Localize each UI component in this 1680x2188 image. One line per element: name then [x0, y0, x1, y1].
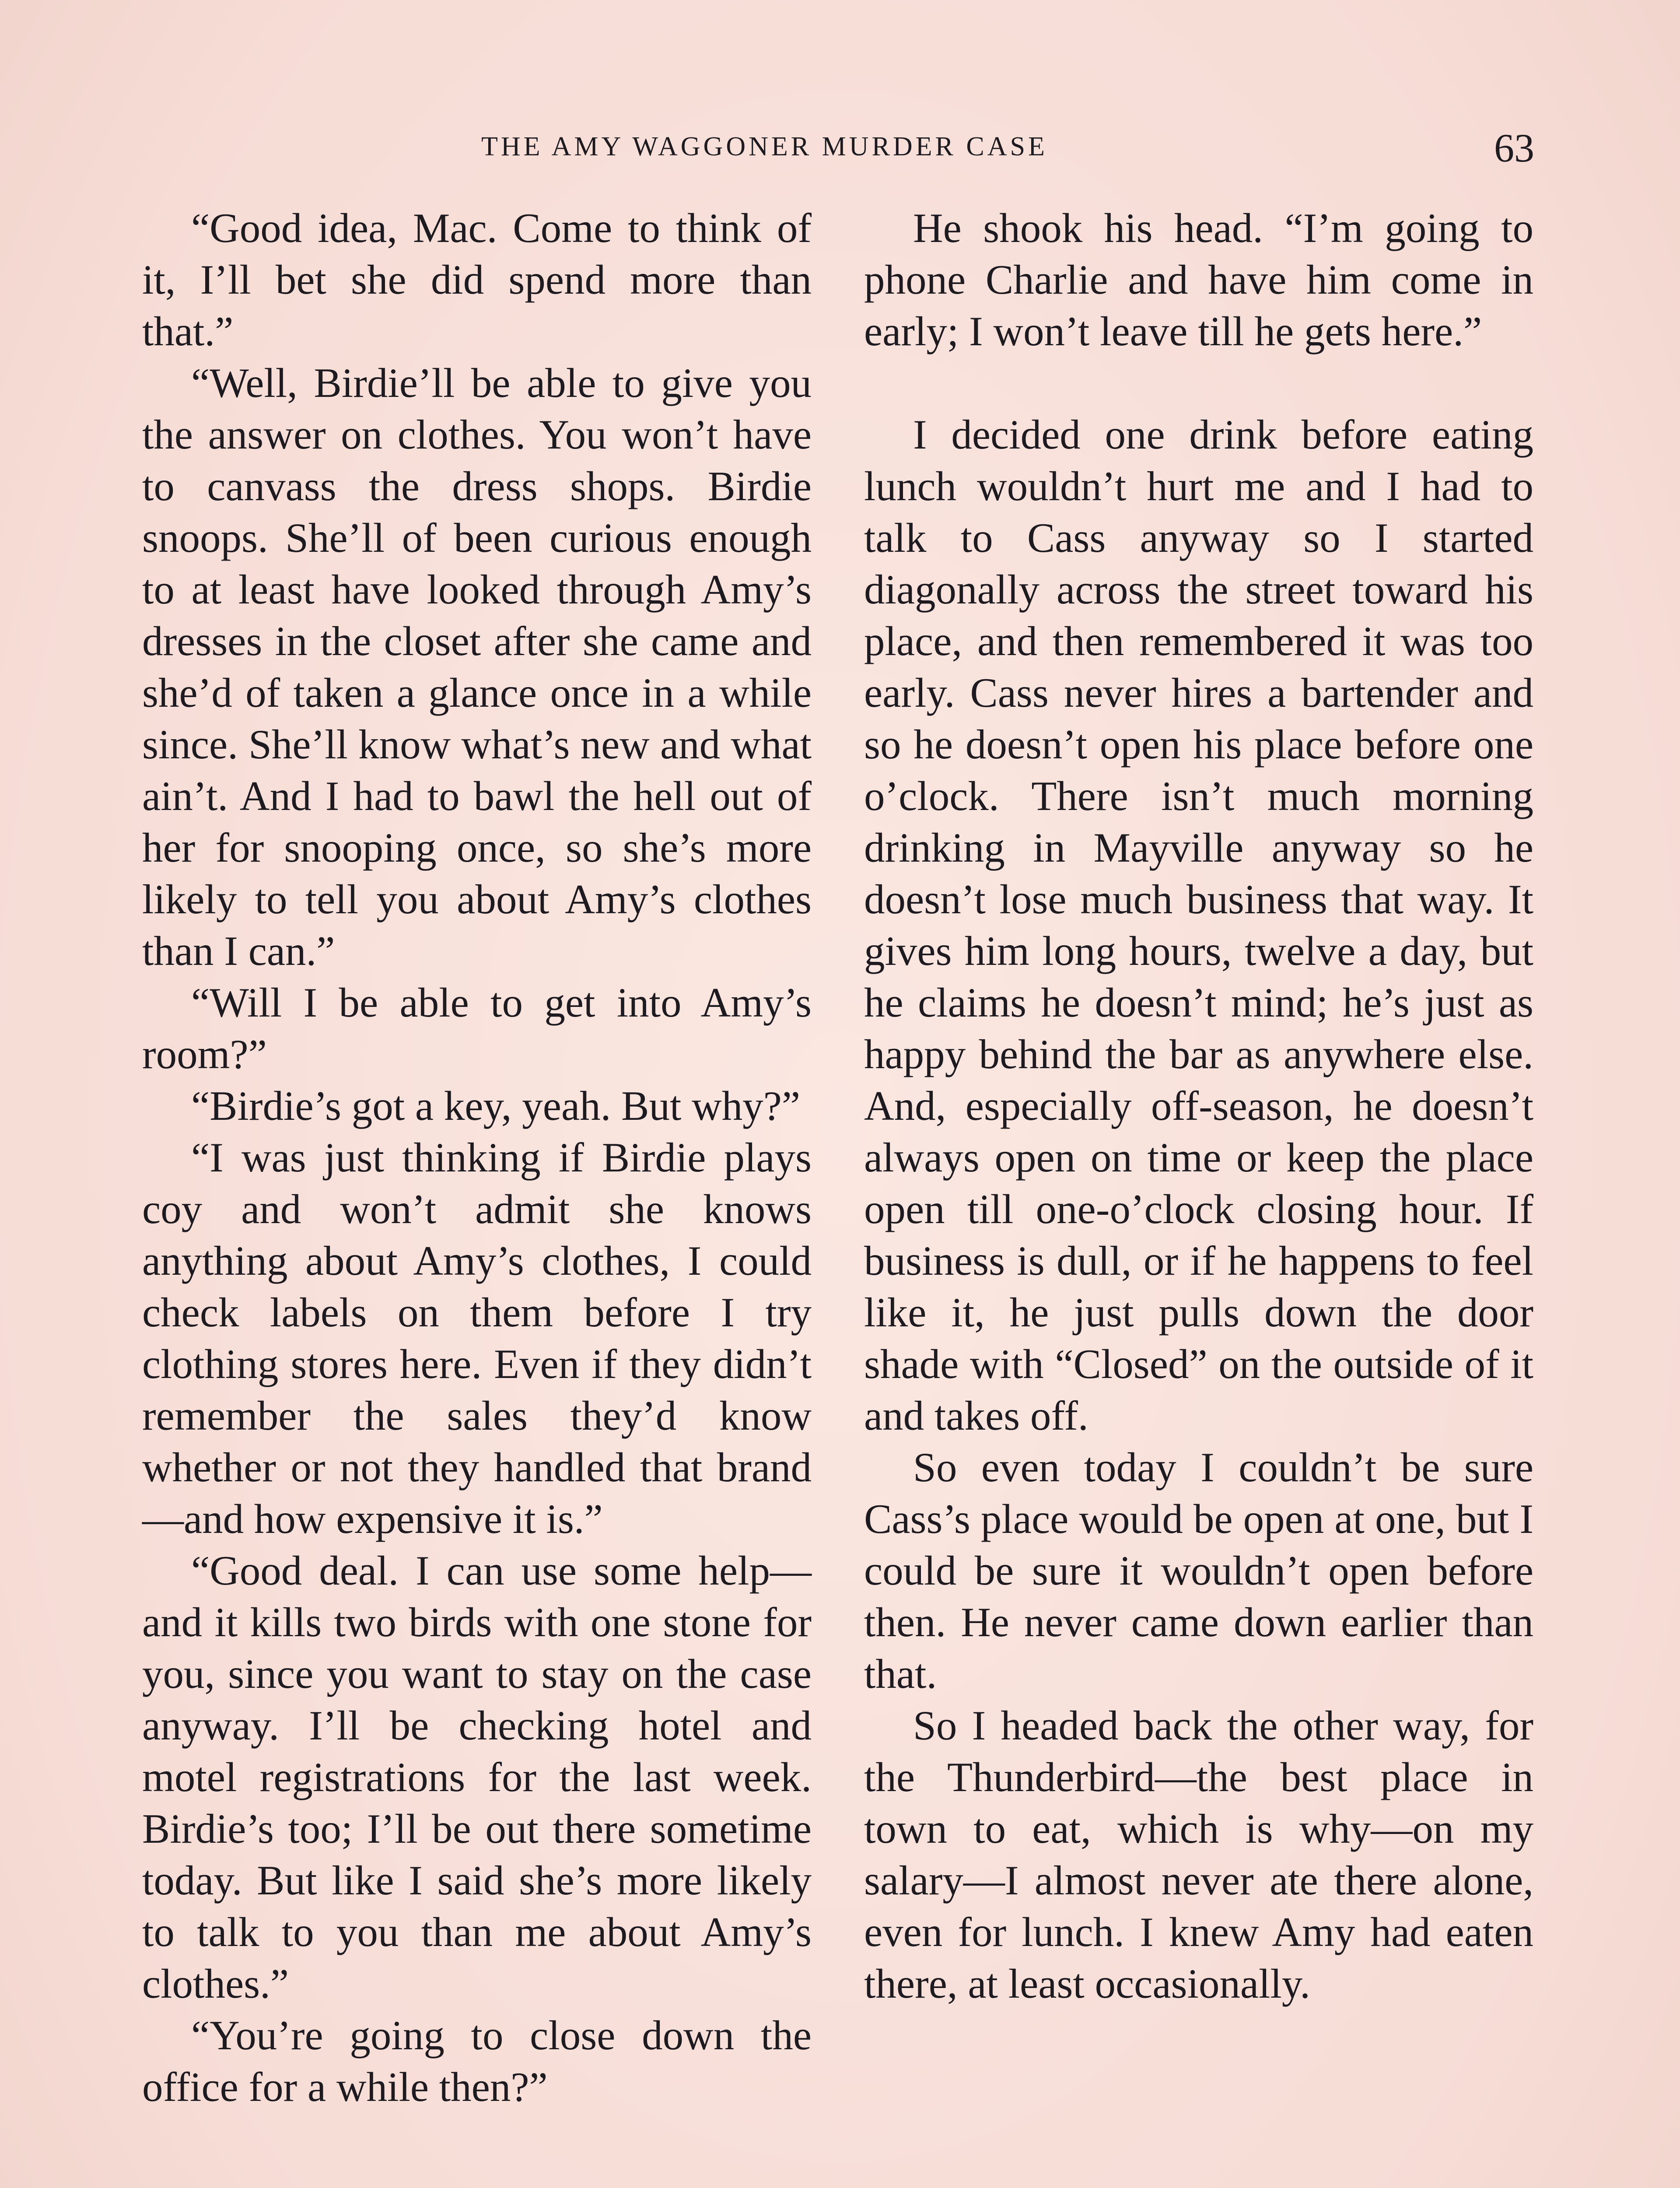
paragraph: “Good deal. I can use some help—and it kills two birds with one stone for you, since you want to stay on the case anyway. I’ll be checking hotel and motel registrations for the last week. Birdie’s too; I’ll be out there sometime today. But like I said she’s more likely to talk to you than me about Amy’s clothes.”: [142, 1547, 812, 2007]
right-column: [864, 202, 1533, 2009]
paragraph: “Will I be able to get into Amy’s room?”: [142, 979, 812, 1077]
page-number: 63: [1494, 126, 1534, 170]
paragraph: “Birdie’s got a key, yeah. But why?”: [191, 1083, 801, 1129]
paragraph: “Good idea, Mac. Come to think of it, I’ll bet she did spend more than that.”: [142, 205, 812, 354]
paragraph: “I was just thinking if Birdie plays coy and won’t admit she knows anything about Amy’s clothes, I could check labels on them before I try clothing stores here. Even if they didn’t remember the sales they’d know whether or not they handled that brand —and how expensive it is.”: [142, 1134, 812, 1542]
left-column: [142, 202, 812, 2113]
paragraph: I decided one drink before eating lunch wouldn’t hurt me and I had to talk to Cass anyway so I started diagonally across the street toward his place, and then remembered it was too early. Cass never hires a bartender and so he doesn’t open his place before one o’clock. There isn’t much morning drinking in Mayville anyway so he doesn’t lose much business that way. It gives him long hours, twelve a day, but he claims he doesn’t mind; he’s just as happy behind the bar as anywhere else. And, especially off-season, he doesn’t always open on time or keep the place open till one-o’clock closing hour. If business is dull, or if he happens to feel like it, he just pulls down the door shade with “Closed” on the outside of it and takes off.: [864, 411, 1533, 1439]
running-head: THE AMY WAGGONER MURDER CASE: [481, 132, 1048, 161]
paragraph: So I headed back the other way, for the Thunderbird—the best place in town to eat, which is why—on my salary—I almost never ate there alone, even for lunch. I knew Amy had eaten there, at least occasionally.: [864, 1702, 1533, 2007]
paragraph: So even today I couldn’t be sure Cass’s place would be open at one, but I could be sure it wouldn’t open before then. He never came down earlier than that.: [864, 1444, 1533, 1697]
paragraph: He shook his head. “I’m going to phone Charlie and have him come in early; I won’t leave till he gets here.”: [864, 205, 1533, 354]
paragraph: “You’re going to close down the office for a while then?”: [142, 2012, 812, 2110]
paragraph: “Well, Birdie’ll be able to give you the answer on clothes. You won’t have to canvass the dress shops. Birdie snoops. She’ll of been curious enough to at least have looked through Amy’s dresses in the closet after she came and she’d of taken a glance once in a while since. She’ll know what’s new and what ain’t. And I had to bawl the hell out of her for snooping once, so she’s more likely to tell you about Amy’s clothes than I can.”: [142, 360, 812, 974]
